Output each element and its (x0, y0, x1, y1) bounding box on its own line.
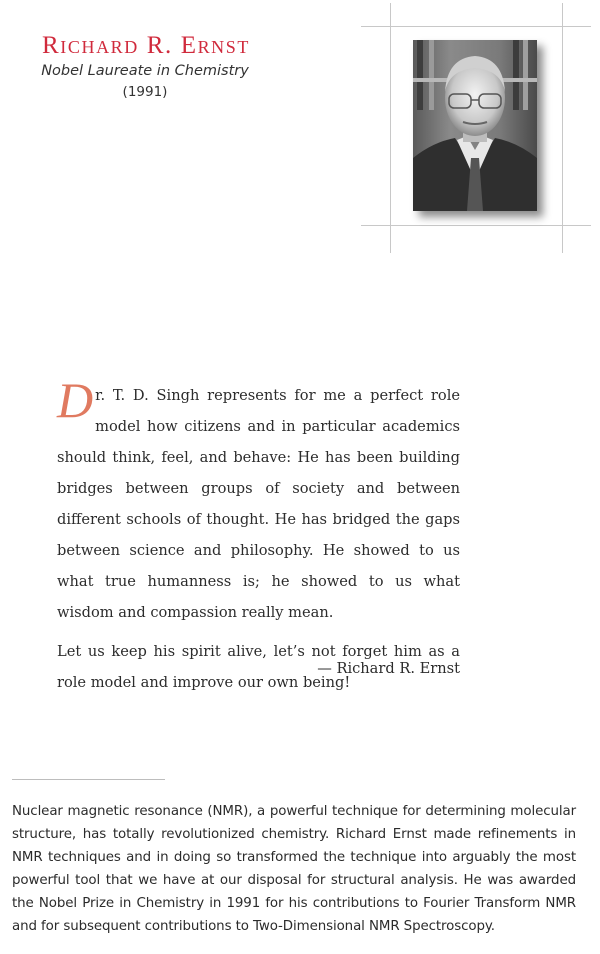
quote-paragraph-1 (57, 372, 460, 628)
drop-cap: D (57, 372, 94, 428)
laureate-name: Richard R. Ernst (42, 32, 250, 59)
footnote-divider (12, 779, 165, 780)
crop-mark-bottom (361, 225, 591, 226)
crop-mark-top (361, 26, 591, 27)
award-year: (1991) (122, 84, 168, 100)
portrait-image-icon (413, 40, 537, 211)
quote-paragraph-1-text: r. T. D. Singh represents for me a perfect role model how citizens and in particular academics should think, feel, and behave: He has been building bridges between groups of society and between different schools of thought. He has bridged the gaps between science and philosophy. He showed to us what true humanness is; he showed to us what wisdom and compassion really mean. (57, 387, 460, 621)
quote-paragraph-2: Let us keep his spirit alive, let’s not forget him as a role model and improve our own being! (57, 643, 460, 691)
portrait-photo (413, 40, 537, 211)
footnote-text: Nuclear magnetic resonance (NMR), a powerful technique for determining molecular structure, has totally revolutionized chemistry. Richard Ernst made refinements in NMR techniques and in doing so transformed the technique into arguably the most powerful tool that we have at our disposal for structural analysis. He was awarded the Nobel Prize in Chemistry in 1991 for his contributions to Fourier Transform NMR and for subsequent contributions to Two-Dimensional NMR Spectroscopy. (12, 804, 576, 934)
laureate-subtitle: Nobel Laureate in Chemistry (41, 63, 249, 79)
crop-mark-left (390, 3, 391, 253)
quote-attribution: — Richard R. Ernst (317, 660, 460, 677)
crop-mark-right (562, 3, 563, 253)
